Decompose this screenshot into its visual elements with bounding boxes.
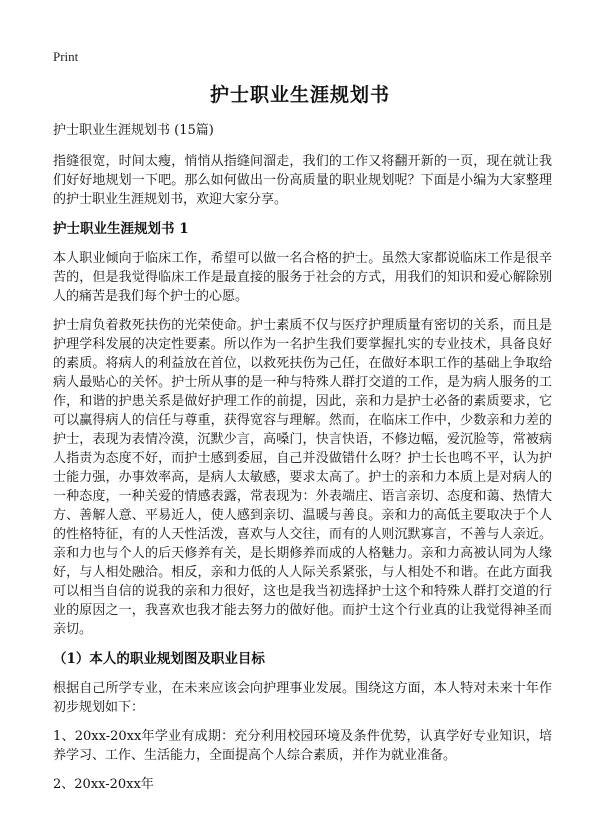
intro-paragraph: 指缝很宽，时间太瘦，悄悄从指缝间溜走，我们的工作又将翻开新的一页，现在就让我们好好地规划一下吧。那么如何做出一份高质量的职业规划呢？下面是小编为大家整理的护士职业生涯规划书，欢迎大家分享。 <box>53 154 552 207</box>
section-heading-2: （1）本人的职业规划图及职业目标 <box>53 651 265 667</box>
paragraph-1: 本人职业倾向于临床工作，希望可以做一名合格的护士。虽然大家都说临床工作是很辛苦的，但是我觉得临床工作是最直接的服务于社会的方式，用我们的知识和爱心解除别人的痛苦是我们每个护士的心愿。 <box>53 251 552 304</box>
document-body <box>53 122 552 804</box>
list-item-2: 2、20xx-20xx年 <box>53 777 154 792</box>
section-heading-1: 护士职业生涯规划书 1 <box>53 221 189 237</box>
paragraph-3: 根据自己所学专业，在未来应该会向护理事业发展。围绕这方面，本人特对未来十年作初步规划如下： <box>53 681 552 715</box>
document-title: 护士职业生涯规划书 <box>209 84 390 106</box>
list-item-1: 1、20xx-20xx年学业有成期：充分利用校园环境及条件优势，认真学好专业知识，培养学习、工作、生活能力，全面提高个人综合素质，并作为就业准备。 <box>53 729 552 763</box>
document-subtitle: 护士职业生涯规划书 (15篇) <box>53 123 214 138</box>
print-label[interactable]: Print <box>53 49 79 64</box>
paragraph-2: 护士肩负着救死扶伤的光荣使命。护士素质不仅与医疗护理质量有密切的关系，而且是护理学科发展的决定性要素。所以作为一名护生我们要掌握扎实的专业技术，具备良好的素质。将病人的利益放在首位，以救死扶伤为己任，在做好本职工作的基础上争取给病人最贴心的关怀。护士所从事的是一种与特殊人群打交道的工作，是为病人服务的工作，和谐的护患关系是做好护理工作的前提，因此，亲和力是护士必备的素质要求，它可以赢得病人的信任与尊重，获得宽容与理解。然而，在临床工作中，少数亲和力差的护士，表现为表情冷漠，沉默少言，高嗓门，快言快语，不修边幅，爱沉脸等，常被病人指责为态度不好，而护士感到委屈，自己并没做错什么呀？护士长也鸣不平，认为护士能力强，办事效率高，是病人太敏感，要求太高了。护士的亲和力本质上是对病人的一种态度，一种关爱的情感表露，常表现为：外表端庄、语言亲切、态度和蔼、热情大方、善解人意、平易近人，使人感到亲切、温暖与善良。亲和力的高低主要取决于个人的性格特征，有的人天性活泼，喜欢与人交往，而有的人则沉默寡言，不善与人亲近。亲和力也与个人的后天修养有关，是长期修养而成的人格魅力。亲和力高被认同为人缘好，与人相处融洽。相反，亲和力低的人人际关系紧张，与人相处不和谐。在此方面我可以相当自信的说我的亲和力很好，这也是我当初选择护士这个和特殊人群打交道的行业的原因之一，我喜欢也我才能去努力的做好他。而护士这个行业真的让我觉得神圣而亲切。 <box>53 318 552 637</box>
